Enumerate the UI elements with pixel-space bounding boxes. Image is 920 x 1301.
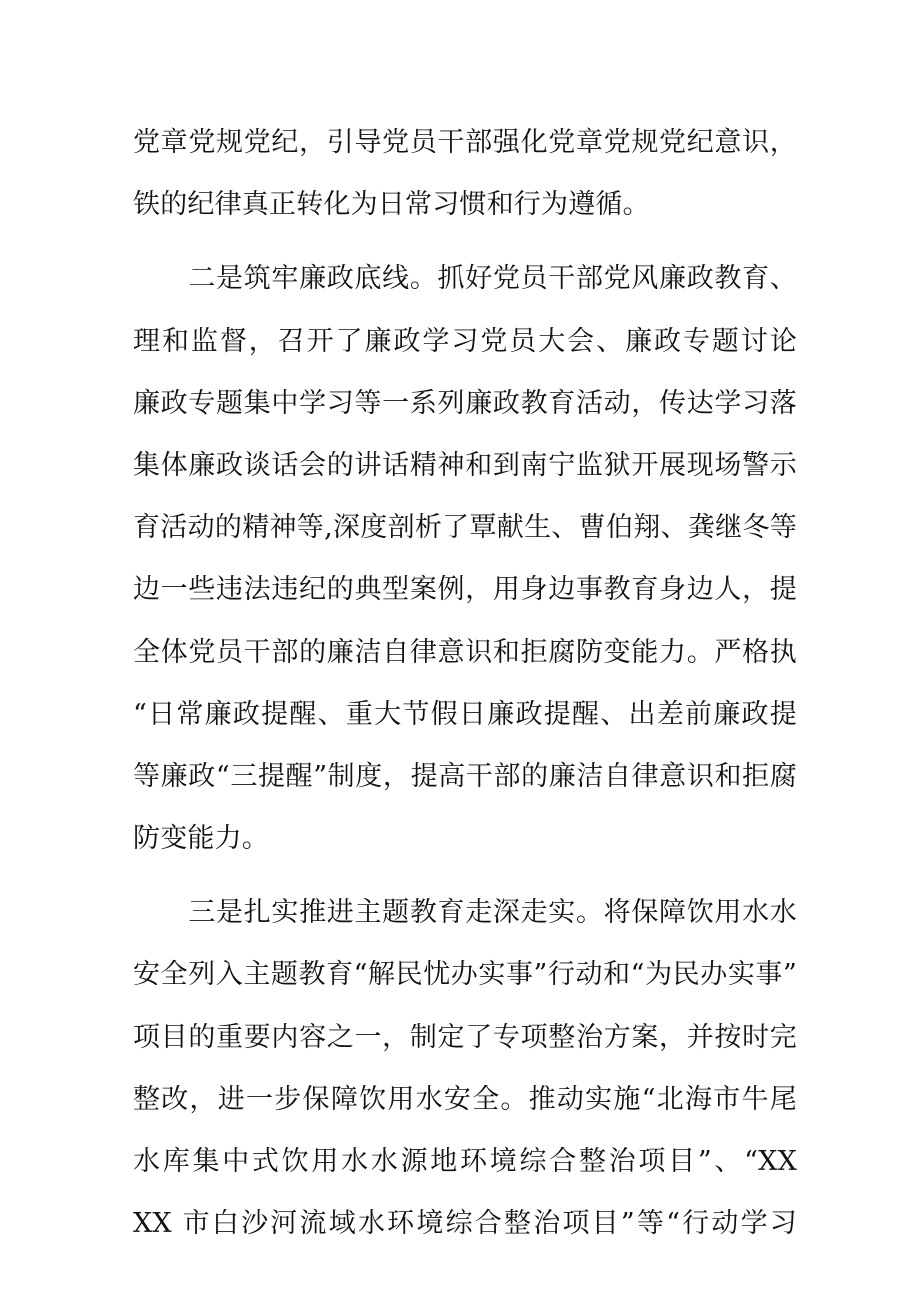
- paragraph-1: [133, 112, 797, 236]
- text-line: 防变能力。: [133, 823, 269, 855]
- text-line: 整改，进一步保障饮用水安全。推动实施“北海市牛尾: [133, 1083, 797, 1115]
- text-line: 边一些违法违纪的典型案例，用身边事教育身边人，提: [133, 574, 797, 606]
- text-line: 安全列入主题教育“解民忧办实事”行动和“为民办实事”: [133, 959, 797, 991]
- document-body: [133, 112, 797, 1255]
- paragraph-2: [133, 248, 797, 870]
- paragraph-3: [133, 882, 797, 1255]
- text-line: 等廉政“三提醒”制度，提高干部的廉洁自律意识和拒腐: [133, 760, 797, 792]
- text-line: 全体党员干部的廉洁自律意识和拒腐防变能力。严格执: [133, 636, 797, 668]
- text-line: 二是筑牢廉政底线。抓好党员干部党风廉政教育、: [188, 263, 797, 295]
- text-line: 集体廉政谈话会的讲话精神和到南宁监狱开展现场警示: [133, 449, 797, 481]
- text-line: 育活动的精神等,深度剖析了覃献生、曹伯翔、龚继冬等: [133, 512, 797, 544]
- text-line: 项目的重要内容之一，制定了专项整治方案，并按时完: [133, 1021, 797, 1053]
- text-line: 党章党规党纪，引导党员干部强化党章党规党纪意识，: [133, 127, 797, 158]
- text-line: 水库集中式饮用水水源地环境综合整治项目”、“XX: [133, 1146, 797, 1177]
- text-line: 廉政专题集中学习等一系列廉政教育活动，传达学习落: [133, 387, 797, 419]
- text-line: “日常廉政提醒、重大节假日廉政提醒、出差前廉政提: [133, 698, 797, 730]
- text-line: 三是扎实推进主题教育走深走实。将保障饮用水水: [188, 897, 797, 929]
- text-line: 理和监督，召开了廉政学习党员大会、廉政专题讨论: [133, 325, 797, 357]
- text-line: 铁的纪律真正转化为日常习惯和行为遵循。: [133, 189, 650, 221]
- text-line: XX 市白沙河流域水环境综合整治项目”等“行动学习: [133, 1208, 797, 1240]
